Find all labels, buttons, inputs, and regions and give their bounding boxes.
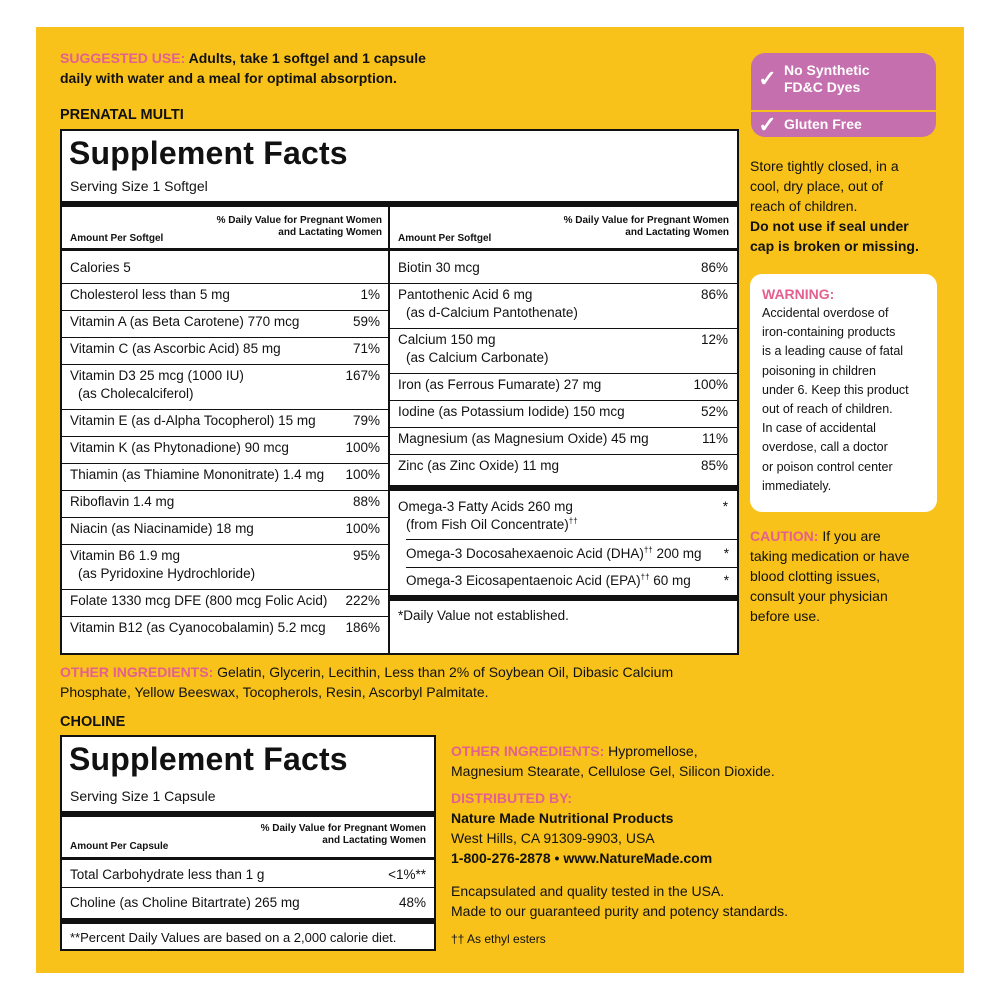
distributed-by	[451, 788, 871, 868]
storage-instructions	[750, 156, 950, 256]
omega-dha-pct: *	[723, 546, 729, 561]
choline-heading: CHOLINE	[60, 714, 126, 730]
choline-footnote: **Percent Daily Values are based on a 2,000 calorie diet.	[70, 930, 397, 945]
left-row-name: Niacin (as Niacinamide) 18 mg	[70, 521, 254, 536]
left-row-rule	[62, 337, 388, 338]
left-row-pct: 71%	[352, 341, 380, 356]
omega-dha-amount: 200 mg	[652, 546, 702, 561]
right-row-name: Biotin 30 mcg	[398, 260, 480, 275]
right-row-sub: (as d-Calcium Pantothenate)	[406, 305, 578, 320]
storage-seal-line1: Do not use if seal under	[750, 218, 909, 234]
right-row-pct: 12%	[700, 332, 728, 347]
right-dv-header-line1: % Daily Value for Pregnant Women	[563, 215, 729, 226]
left-dv-header-line2: and Lactating Women	[278, 227, 382, 238]
left-row-rule	[62, 436, 388, 437]
omega-main-pct: *	[722, 499, 728, 514]
choline-amount-header: Amount Per Capsule	[70, 841, 169, 852]
right-row-pct: 100%	[693, 377, 728, 392]
left-header-rule	[62, 248, 388, 251]
other-ingredients-2-line1: Hypromellose,	[608, 743, 698, 759]
choline-bottom-rule	[62, 918, 434, 924]
left-row-pct: 79%	[352, 413, 380, 428]
badge-no-dyes-line2: FD&C Dyes	[784, 79, 861, 95]
left-row-pct: 100%	[345, 440, 380, 455]
other-ingredients-1-line2: Phosphate, Yellow Beeswax, Tocopherols, Resin, Ascorbyl Palmitate.	[60, 684, 489, 700]
caution-label: CAUTION:	[750, 528, 819, 544]
left-row-sub: (as Cholecalciferol)	[78, 386, 194, 401]
right-row-sub: (as Calcium Carbonate)	[406, 350, 549, 365]
badge-item-no-dyes	[751, 62, 936, 96]
omega-dha-mark: ††	[643, 545, 653, 555]
warning-line: poisoning in children	[762, 363, 876, 378]
right-row-name: Calcium 150 mg	[398, 332, 496, 347]
distributed-address: West Hills, CA 91309-9903, USA	[451, 830, 655, 846]
suggested-use-line2: daily with water and a meal for optimal absorption.	[60, 70, 397, 86]
choline-row-carbohydrate: Total Carbohydrate less than 1 g	[70, 867, 265, 882]
left-row-name: Thiamin (as Thiamine Mononitrate) 1.4 mg	[70, 467, 325, 482]
distributed-label: DISTRIBUTED BY:	[451, 790, 573, 806]
prenatal-top-rule	[62, 201, 737, 207]
right-row-rule	[390, 400, 737, 401]
other-ingredients-1	[60, 662, 750, 702]
caution-line3: blood clotting issues,	[750, 568, 880, 584]
left-dv-header-line1: % Daily Value for Pregnant Women	[216, 215, 382, 226]
right-row-name: Magnesium (as Magnesium Oxide) 45 mg	[398, 431, 649, 446]
omega-epa-pct: *	[723, 573, 729, 588]
warning-text	[762, 304, 909, 496]
left-row-name: Vitamin B12 (as Cyanocobalamin) 5.2 mcg	[70, 620, 326, 635]
left-row-rule	[62, 616, 388, 617]
choline-row-choline-pct: 48%	[398, 895, 426, 910]
badge-gluten-free-text: Gluten Free	[784, 116, 862, 132]
omega-epa-mark: ††	[640, 572, 650, 582]
right-amount-header: Amount Per Softgel	[398, 233, 492, 244]
left-row-pct: 222%	[345, 593, 380, 608]
omega-dha-name	[406, 545, 702, 562]
right-row-rule	[390, 454, 737, 455]
right-row-name: Iron (as Ferrous Fumarate) 27 mg	[398, 377, 602, 392]
left-row-pct: 88%	[352, 494, 380, 509]
ethyl-esters-note: †† As ethyl esters	[451, 932, 546, 946]
left-row-rule	[62, 517, 388, 518]
omega-epa-name	[406, 572, 691, 589]
omega-main-sub	[406, 516, 578, 533]
left-row-rule	[62, 409, 388, 410]
left-row-name: Vitamin B6 1.9 mg	[70, 548, 181, 563]
left-row-rule	[62, 544, 388, 545]
suggested-use-line1: Adults, take 1 softgel and 1 capsule	[188, 50, 426, 66]
left-row-name: Calories 5	[70, 260, 131, 275]
left-row-pct: 186%	[345, 620, 380, 635]
storage-line1: Store tightly closed, in a	[750, 158, 899, 174]
right-row-rule	[390, 427, 737, 428]
other-ingredients-1-label: OTHER INGREDIENTS:	[60, 664, 214, 680]
badge-no-dyes-line1: No Synthetic	[784, 62, 870, 78]
suggested-use-label: SUGGESTED USE:	[60, 50, 186, 66]
prenatal-facts-title: Supplement Facts	[69, 135, 348, 171]
right-row-pct: 52%	[700, 404, 728, 419]
omega-main-sub-mark: ††	[568, 516, 578, 526]
left-row-pct: 1%	[360, 287, 380, 302]
suggested-use	[60, 48, 740, 88]
other-ingredients-2-label: OTHER INGREDIENTS:	[451, 743, 605, 759]
caution-line4: consult your physician	[750, 588, 888, 604]
left-row-rule	[62, 364, 388, 365]
left-dv-header	[182, 215, 382, 239]
quality-line1: Encapsulated and quality tested in the USA.	[451, 883, 725, 899]
left-row-sub: (as Pyridoxine Hydrochloride)	[78, 566, 256, 581]
distributed-contact: 1-800-276-2878 • www.NatureMade.com	[451, 850, 713, 866]
left-row-pct: 95%	[352, 548, 380, 563]
other-ingredients-1-line1: Gelatin, Glycerin, Lecithin, Less than 2% of Soybean Oil, Dibasic Calcium	[217, 664, 674, 680]
choline-supplement-facts	[60, 735, 436, 951]
left-row-name: Riboflavin 1.4 mg	[70, 494, 175, 509]
right-row-pct: 86%	[700, 287, 728, 302]
right-dv-header-line2: and Lactating Women	[625, 227, 729, 238]
prenatal-supplement-facts	[60, 129, 739, 655]
choline-serving-size: Serving Size 1 Capsule	[70, 788, 216, 804]
storage-line2: cool, dry place, out of	[750, 178, 884, 194]
left-row-name: Cholesterol less than 5 mg	[70, 287, 230, 302]
omega-main-name: Omega-3 Fatty Acids 260 mg	[398, 499, 573, 514]
warning-line: out of reach of children.	[762, 402, 893, 417]
caution-text	[750, 526, 950, 626]
right-row-rule	[390, 328, 737, 329]
omega-dha-text: Omega-3 Docosahexaenoic Acid (DHA)	[406, 546, 644, 561]
left-row-rule	[62, 463, 388, 464]
choline-top-rule	[62, 811, 434, 817]
choline-facts-title: Supplement Facts	[69, 741, 348, 777]
warning-line: iron-containing products	[762, 325, 896, 340]
prenatal-heading: PRENATAL MULTI	[60, 107, 184, 123]
caution-line2: taking medication or have	[750, 548, 910, 564]
warning-line: or poison control center	[762, 459, 893, 474]
left-row-pct: 100%	[345, 521, 380, 536]
left-row-name: Vitamin C (as Ascorbic Acid) 85 mg	[70, 341, 281, 356]
warning-line: Accidental overdose of	[762, 306, 889, 320]
omega-bottom-rule	[390, 595, 737, 601]
omega-main-sub-text: (from Fish Oil Concentrate)	[406, 517, 569, 532]
left-row-pct: 100%	[345, 467, 380, 482]
storage-seal-line2: cap is broken or missing.	[750, 238, 919, 254]
right-header-rule	[390, 248, 737, 251]
prenatal-serving-size: Serving Size 1 Softgel	[70, 178, 208, 194]
right-row-name: Pantothenic Acid 6 mg	[398, 287, 533, 302]
distributed-company: Nature Made Nutritional Products	[451, 810, 674, 826]
warning-box	[750, 274, 937, 512]
left-row-name: Vitamin E (as d-Alpha Tocopherol) 15 mg	[70, 413, 316, 428]
caution-line1: If you are	[822, 528, 881, 544]
choline-row-rule	[62, 887, 434, 888]
quality-line2: Made to our guaranteed purity and potency standards.	[451, 903, 788, 919]
warning-line: under 6. Keep this product	[762, 382, 909, 397]
no-dyes-gluten-free-badge	[751, 53, 936, 137]
prenatal-column-divider	[388, 207, 390, 653]
left-row-rule	[62, 589, 388, 590]
warning-line: immediately.	[762, 478, 832, 493]
omega-rule-2	[406, 567, 737, 568]
choline-dv-header-line2: and Lactating Women	[322, 835, 426, 846]
omega-epa-amount: 60 mg	[649, 573, 691, 588]
choline-dv-header-line1: % Daily Value for Pregnant Women	[260, 823, 426, 834]
storage-line3: reach of children.	[750, 198, 858, 214]
omega-rule-1	[406, 539, 737, 540]
left-row-rule	[62, 490, 388, 491]
left-row-name: Vitamin K (as Phytonadione) 90 mcg	[70, 440, 289, 455]
choline-header-rule	[62, 857, 434, 860]
right-row-rule	[390, 283, 737, 284]
left-row-rule	[62, 283, 388, 284]
left-row-name: Vitamin A (as Beta Carotene) 770 mcg	[70, 314, 300, 329]
choline-dv-header	[222, 823, 426, 847]
right-row-name: Iodine (as Potassium Iodide) 150 mcg	[398, 404, 625, 419]
badge-no-dyes-text	[784, 62, 870, 96]
other-ingredients-2	[451, 741, 871, 781]
right-dv-header	[527, 215, 729, 239]
left-row-name: Vitamin D3 25 mcg (1000 IU)	[70, 368, 244, 383]
left-row-pct: 167%	[345, 368, 380, 383]
choline-row-choline: Choline (as Choline Bitartrate) 265 mg	[70, 895, 300, 910]
right-row-name: Zinc (as Zinc Oxide) 11 mg	[398, 458, 560, 473]
right-row-pct: 11%	[701, 431, 728, 446]
prenatal-footnote: *Daily Value not established.	[398, 608, 569, 623]
check-icon: ✓	[758, 66, 777, 91]
badge-item-gluten-free	[751, 112, 936, 137]
right-row-rule	[390, 373, 737, 374]
choline-row-carbohydrate-pct: <1%**	[388, 867, 426, 882]
warning-label: WARNING:	[762, 286, 835, 302]
other-ingredients-2-line2: Magnesium Stearate, Cellulose Gel, Silicon Dioxide.	[451, 763, 775, 779]
warning-line: In case of accidental	[762, 421, 876, 436]
right-row-pct: 85%	[700, 458, 728, 473]
warning-line: is a leading cause of fatal	[762, 344, 904, 359]
left-amount-header: Amount Per Softgel	[70, 233, 164, 244]
right-row-pct: 86%	[700, 260, 728, 275]
warning-line: overdose, call a doctor	[762, 440, 888, 455]
left-row-name: Folate 1330 mcg DFE (800 mcg Folic Acid)	[70, 593, 328, 608]
left-row-rule	[62, 310, 388, 311]
caution-line5: before use.	[750, 608, 821, 624]
left-row-pct: 59%	[352, 314, 380, 329]
check-icon: ✓	[758, 111, 777, 137]
quality-statement	[451, 881, 871, 921]
right-row-rule	[390, 485, 737, 491]
omega-epa-text: Omega-3 Eicosapentaenoic Acid (EPA)	[406, 573, 641, 588]
